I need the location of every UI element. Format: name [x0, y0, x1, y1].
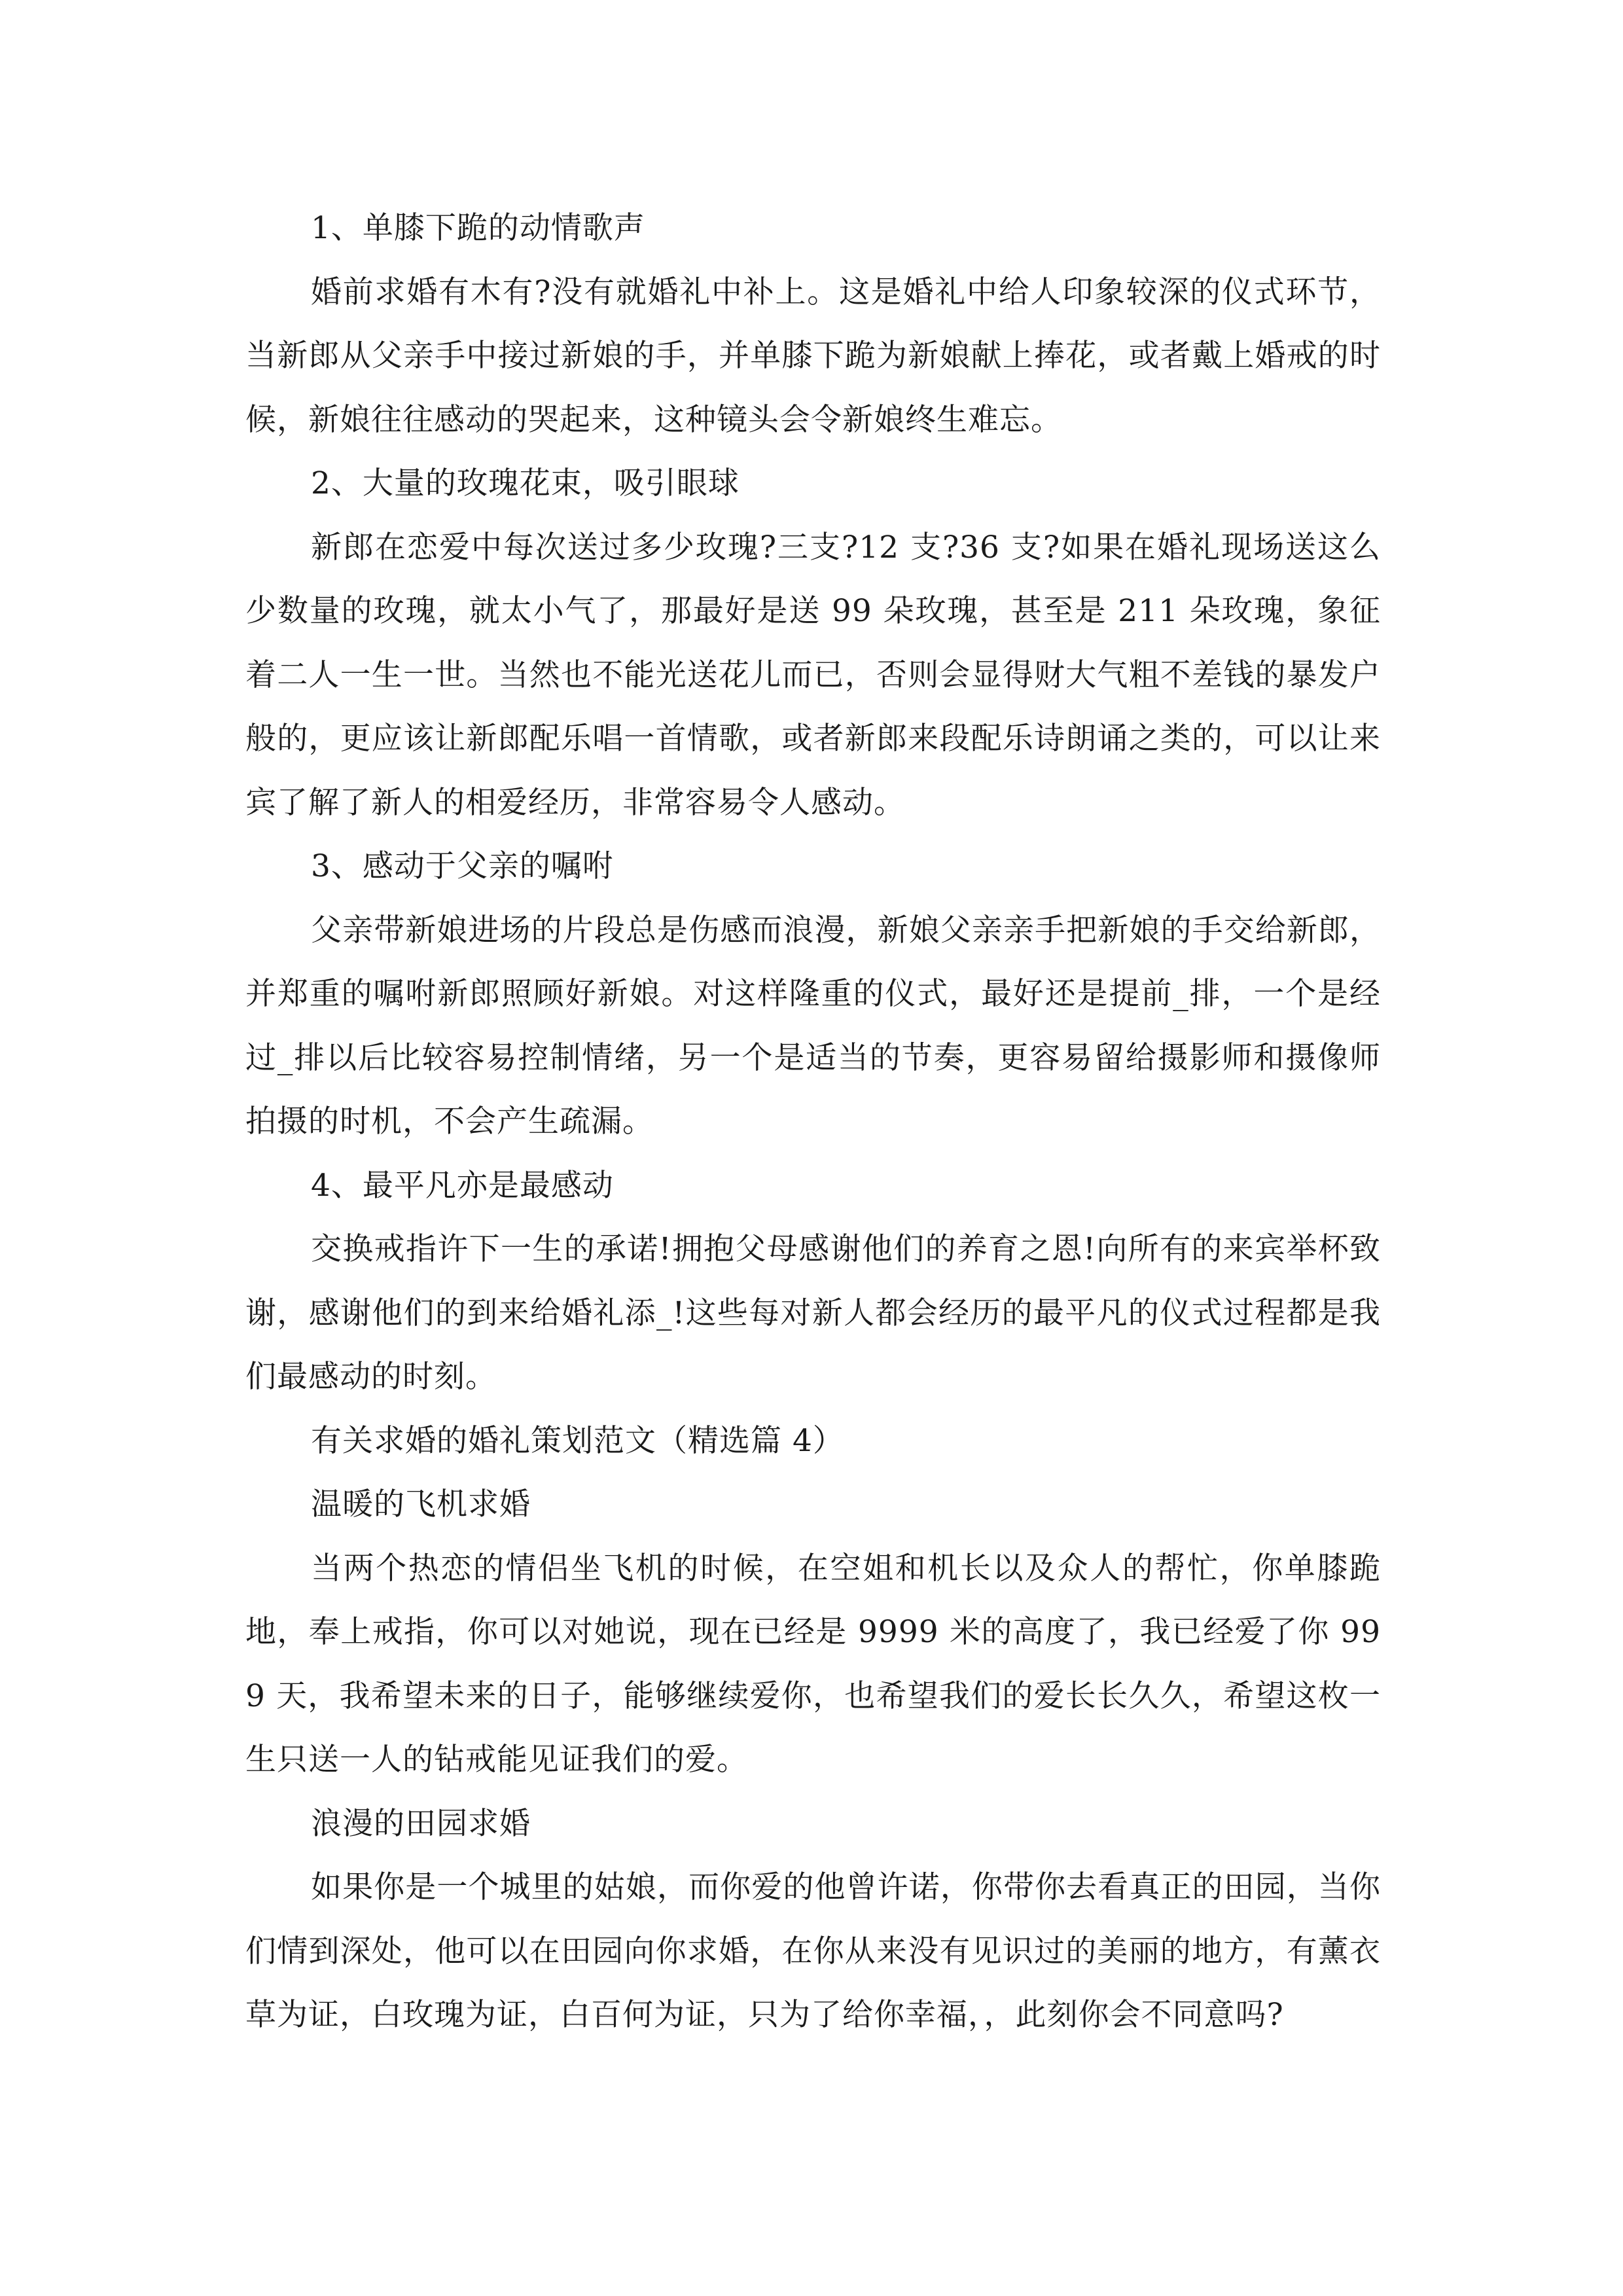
paragraph-1: 婚前求婚有木有?没有就婚礼中补上。这是婚礼中给人印象较深的仪式环节，当新郎从父亲手中接过新娘的手，并单膝下跪为新娘献上捧花，或者戴上婚戒的时候，新娘往往感动的哭起来，这种镜头会令新娘终生难忘。 [245, 274, 1381, 438]
section-heading-4: 4、最平凡亦是最感动 [311, 1167, 614, 1204]
section-heading-1: 1、单膝下跪的动情歌声 [311, 210, 645, 246]
paragraph-4: 交换戒指许下一生的承诺!拥抱父母感谢他们的养育之恩!向所有的来宾举杯致谢，感谢他们的到来给婚礼添_!这些每对新人都会经历的最平凡的仪式过程都是我们最感动的时刻。 [245, 1231, 1381, 1395]
paragraph-airplane-proposal: 当两个热恋的情侣坐飞机的时候，在空姐和机长以及众人的帮忙，你单膝跪地，奉上戒指，你可以对她说，现在已经是 9999 米的高度了，我已经爱了你 999 天，我希望未来的日子，能够继续爱你，也希望我们的爱长长久久，希望这枚一生只送一人的钻戒能见证我们的爱。 [245, 1550, 1381, 1778]
subheading-countryside-proposal: 浪漫的田园求婚 [311, 1805, 531, 1842]
document-body [245, 196, 1381, 2047]
article-title: 有关求婚的婚礼策划范文（精选篇 4） [311, 1422, 844, 1459]
paragraph-2: 新郎在恋爱中每次送过多少玫瑰?三支?12 支?36 支?如果在婚礼现场送这么少数量的玫瑰，就太小气了，那最好是送 99 朵玫瑰，甚至是 211 朵玫瑰，象征着二人一生一世。当然也不能光送花儿而已，否则会显得财大气粗不差钱的暴发户般的，更应该让新郎配乐唱一首情歌，或者新郎来段配乐诗朗诵之类的，可以让来宾了解了新人的相爱经历，非常容易令人感动。 [245, 529, 1381, 821]
paragraph-3: 父亲带新娘进场的片段总是伤感而浪漫，新娘父亲亲手把新娘的手交给新郎，并郑重的嘱咐新郎照顾好新娘。对这样隆重的仪式，最好还是提前_排，一个是经过_排以后比较容易控制情绪，另一个是适当的节奏，更容易留给摄影师和摄像师拍摄的时机，不会产生疏漏。 [245, 912, 1381, 1139]
section-heading-3: 3、感动于父亲的嘱咐 [311, 848, 614, 884]
subheading-airplane-proposal: 温暖的飞机求婚 [311, 1486, 531, 1522]
section-heading-2: 2、大量的玫瑰花束，吸引眼球 [311, 465, 740, 501]
paragraph-countryside-proposal: 如果你是一个城里的姑娘，而你爱的他曾许诺，你带你去看真正的田园，当你们情到深处，他可以在田园向你求婚，在你从来没有见识过的美丽的地方，有薰衣草为证，白玫瑰为证，白百何为证，只为了给你幸福，，此刻你会不同意吗? [245, 1869, 1381, 2033]
